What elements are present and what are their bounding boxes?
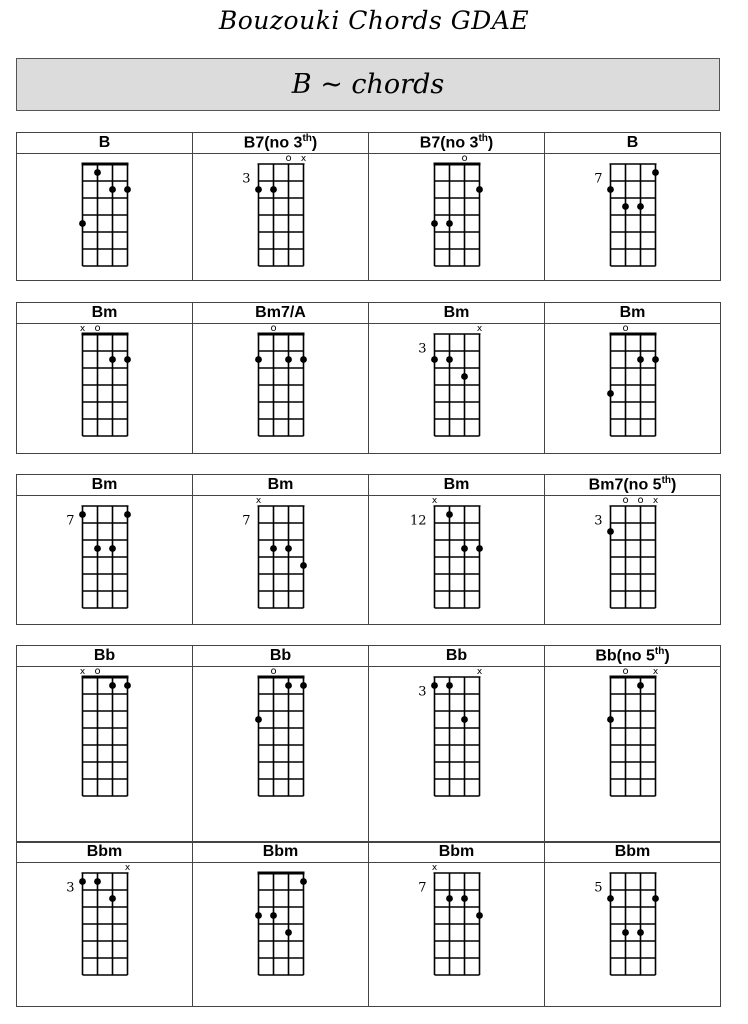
finger-dot	[637, 203, 644, 210]
chord-diagram	[369, 496, 545, 624]
finger-dot	[446, 682, 453, 689]
finger-dot	[94, 878, 101, 885]
chord-table	[16, 132, 721, 281]
open-string-marker: o	[637, 496, 644, 506]
finger-dot	[637, 356, 644, 363]
finger-dot	[461, 373, 468, 380]
chord-name	[193, 842, 369, 863]
chord-name-text: Bm7(no 5	[588, 476, 662, 494]
muted-string-marker: x	[476, 324, 483, 334]
chord-name	[369, 842, 545, 863]
chord-name	[369, 646, 545, 667]
finger-dot	[300, 682, 307, 689]
chord-name-row	[17, 475, 721, 496]
chord-diagram-cell	[193, 154, 369, 281]
chord-diagram	[545, 496, 721, 624]
chord-name	[193, 646, 369, 667]
finger-dot	[109, 682, 116, 689]
chord-name-text: Bbm	[86, 843, 123, 860]
fret-position-label: 7	[418, 880, 427, 896]
fret-position-label: 3	[594, 513, 603, 529]
fret-position-label: 7	[594, 171, 603, 187]
chord-name	[545, 646, 721, 667]
finger-dot	[109, 356, 116, 363]
chord-name-text: Bb	[269, 647, 292, 664]
finger-dot	[300, 356, 307, 363]
chord-diagram-cell	[369, 154, 545, 281]
chord-name-superscript: th	[302, 133, 312, 145]
finger-dot	[285, 356, 292, 363]
finger-dot	[285, 682, 292, 689]
chord-name-text: Bb(no 5	[595, 647, 655, 665]
chord-name-text: Bb	[445, 647, 468, 664]
open-string-marker: o	[270, 324, 277, 334]
finger-dot	[285, 929, 292, 936]
open-string-marker: o	[285, 154, 292, 164]
finger-dot	[446, 220, 453, 227]
chord-diagram-cell	[545, 496, 721, 625]
chord-diagram-cell	[369, 667, 545, 843]
finger-dot	[300, 562, 307, 569]
chord-name-suffix: )	[311, 134, 318, 152]
chord-name	[369, 475, 545, 496]
finger-dot	[300, 878, 307, 885]
finger-dot	[255, 716, 262, 723]
muted-string-marker: x	[652, 667, 659, 677]
chord-table	[16, 302, 721, 454]
chord-diagram	[193, 324, 369, 453]
muted-string-marker: x	[300, 154, 307, 164]
finger-dot	[124, 356, 131, 363]
finger-dot	[607, 390, 614, 397]
chord-name-text: Bm	[619, 304, 646, 321]
chord-diagram	[369, 863, 545, 1006]
fret-position-label: 3	[418, 684, 427, 700]
chord-diagram-row	[17, 863, 721, 1007]
fret-position-label: 5	[594, 880, 603, 896]
muted-string-marker: x	[476, 667, 483, 677]
chord-name-text: B	[98, 134, 111, 151]
chord-diagram	[17, 154, 193, 280]
chord-diagram	[369, 324, 545, 453]
fret-position-label: 3	[66, 880, 75, 896]
fret-position-label: 3	[418, 341, 427, 357]
finger-dot	[607, 895, 614, 902]
fret-position-label: 7	[242, 513, 251, 529]
finger-dot	[94, 169, 101, 176]
finger-dot	[431, 682, 438, 689]
muted-string-marker: x	[124, 863, 131, 873]
chord-name-text: Bm	[443, 476, 470, 493]
chord-name-text: B7(no 3	[419, 134, 479, 152]
finger-dot	[637, 929, 644, 936]
open-string-marker: o	[461, 154, 468, 164]
chord-diagram	[545, 324, 721, 453]
chord-name-row	[17, 303, 721, 324]
chord-diagram	[369, 667, 545, 842]
finger-dot	[607, 528, 614, 535]
finger-dot	[461, 716, 468, 723]
chord-diagram	[17, 667, 193, 842]
chord-diagram-cell	[545, 154, 721, 281]
chord-diagram-cell	[17, 496, 193, 625]
chord-name	[545, 475, 721, 496]
finger-dot	[255, 912, 262, 919]
chord-diagram	[17, 324, 193, 453]
chord-diagram-row	[17, 154, 721, 281]
fret-position-label: 7	[66, 513, 75, 529]
chord-diagram	[193, 667, 369, 842]
finger-dot	[607, 716, 614, 723]
chord-name	[17, 842, 193, 863]
chord-name	[369, 303, 545, 324]
muted-string-marker: x	[431, 863, 438, 873]
chord-name	[545, 303, 721, 324]
finger-dot	[270, 186, 277, 193]
section-title: B ~ chords	[16, 58, 720, 111]
chord-diagram-cell	[193, 863, 369, 1007]
finger-dot	[94, 545, 101, 552]
chord-diagram-cell	[369, 863, 545, 1007]
chord-name	[193, 133, 369, 154]
chord-diagram-row	[17, 496, 721, 625]
finger-dot	[461, 545, 468, 552]
chord-name-row	[17, 646, 721, 667]
finger-dot	[446, 511, 453, 518]
finger-dot	[652, 356, 659, 363]
chord-name-superscript: th	[661, 475, 672, 487]
open-string-marker: o	[94, 324, 101, 334]
muted-string-marker: x	[79, 667, 86, 677]
chord-name-text: Bbm	[262, 843, 299, 860]
chord-name-row	[17, 133, 721, 154]
finger-dot	[622, 929, 629, 936]
chord-diagram-cell	[545, 863, 721, 1007]
chord-diagram-cell	[545, 324, 721, 454]
finger-dot	[461, 895, 468, 902]
finger-dot	[652, 169, 659, 176]
chord-diagram	[545, 667, 721, 842]
chord-name	[545, 133, 721, 154]
chord-diagram-row	[17, 667, 721, 843]
chord-name-text: Bm	[443, 304, 470, 321]
chord-diagram	[545, 863, 721, 1006]
finger-dot	[270, 912, 277, 919]
finger-dot	[124, 511, 131, 518]
finger-dot	[109, 186, 116, 193]
chord-table	[16, 474, 721, 625]
chord-name-text: B7(no 3	[243, 134, 303, 152]
finger-dot	[109, 545, 116, 552]
chord-diagram	[193, 496, 369, 624]
chord-name-text: Bbm	[614, 843, 651, 860]
chord-diagram-cell	[369, 324, 545, 454]
chord-name-text: Bm	[91, 476, 118, 493]
finger-dot	[79, 220, 86, 227]
chord-diagram	[17, 863, 193, 1006]
finger-dot	[79, 511, 86, 518]
finger-dot	[476, 186, 483, 193]
chord-name-text: Bm	[91, 304, 118, 321]
chord-name-text: Bbm	[438, 843, 475, 860]
chord-name-text: B	[626, 134, 639, 151]
chord-table	[16, 645, 721, 843]
chord-name	[17, 303, 193, 324]
finger-dot	[476, 912, 483, 919]
chord-name-suffix: )	[664, 647, 670, 665]
chord-name	[17, 475, 193, 496]
finger-dot	[431, 356, 438, 363]
chord-name-text: Bm7/A	[255, 304, 306, 321]
finger-dot	[79, 878, 86, 885]
open-string-marker: o	[622, 667, 629, 677]
chord-diagram-cell	[193, 667, 369, 843]
finger-dot	[652, 895, 659, 902]
chord-diagram	[369, 154, 545, 280]
chord-diagram	[545, 154, 721, 280]
finger-dot	[255, 186, 262, 193]
chord-name	[545, 842, 721, 863]
chord-name	[17, 133, 193, 154]
chord-name	[193, 303, 369, 324]
chord-diagram	[193, 154, 369, 280]
muted-string-marker: x	[255, 496, 262, 506]
chord-diagram-cell	[193, 496, 369, 625]
finger-dot	[446, 356, 453, 363]
chord-name-row	[17, 842, 721, 863]
chord-name-superscript: th	[478, 133, 488, 145]
finger-dot	[431, 220, 438, 227]
finger-dot	[607, 186, 614, 193]
chord-diagram-cell	[17, 154, 193, 281]
finger-dot	[622, 203, 629, 210]
chord-name-text: Bm	[267, 476, 294, 493]
chord-diagram-cell	[193, 324, 369, 454]
muted-string-marker: x	[652, 496, 659, 506]
chord-diagram	[17, 496, 193, 624]
chord-diagram-cell	[17, 863, 193, 1007]
finger-dot	[285, 545, 292, 552]
finger-dot	[255, 356, 262, 363]
chord-name-text: Bb	[93, 647, 116, 664]
muted-string-marker: x	[79, 324, 86, 334]
chord-name	[17, 646, 193, 667]
finger-dot	[476, 545, 483, 552]
chord-name-suffix: )	[671, 476, 677, 494]
fret-position-label: 12	[409, 513, 427, 529]
finger-dot	[446, 895, 453, 902]
finger-dot	[124, 682, 131, 689]
fret-position-label: 3	[242, 171, 251, 187]
chord-diagram	[193, 863, 369, 1006]
chord-diagram-cell	[17, 324, 193, 454]
muted-string-marker: x	[431, 496, 438, 506]
chord-diagram-cell	[17, 667, 193, 843]
finger-dot	[109, 895, 116, 902]
chord-name	[369, 133, 545, 154]
finger-dot	[124, 186, 131, 193]
chord-diagram-cell	[369, 496, 545, 625]
chord-diagram-row	[17, 324, 721, 454]
chord-name-superscript: th	[654, 646, 665, 658]
open-string-marker: o	[94, 667, 101, 677]
chord-name	[193, 475, 369, 496]
open-string-marker: o	[270, 667, 277, 677]
finger-dot	[270, 545, 277, 552]
chord-name-suffix: )	[487, 134, 494, 152]
chord-table	[16, 841, 721, 1007]
chord-diagram-cell	[545, 667, 721, 843]
page-title: Bouzouki Chords GDAE	[218, 6, 530, 35]
open-string-marker: o	[622, 496, 629, 506]
finger-dot	[637, 682, 644, 689]
open-string-marker: o	[622, 324, 629, 334]
